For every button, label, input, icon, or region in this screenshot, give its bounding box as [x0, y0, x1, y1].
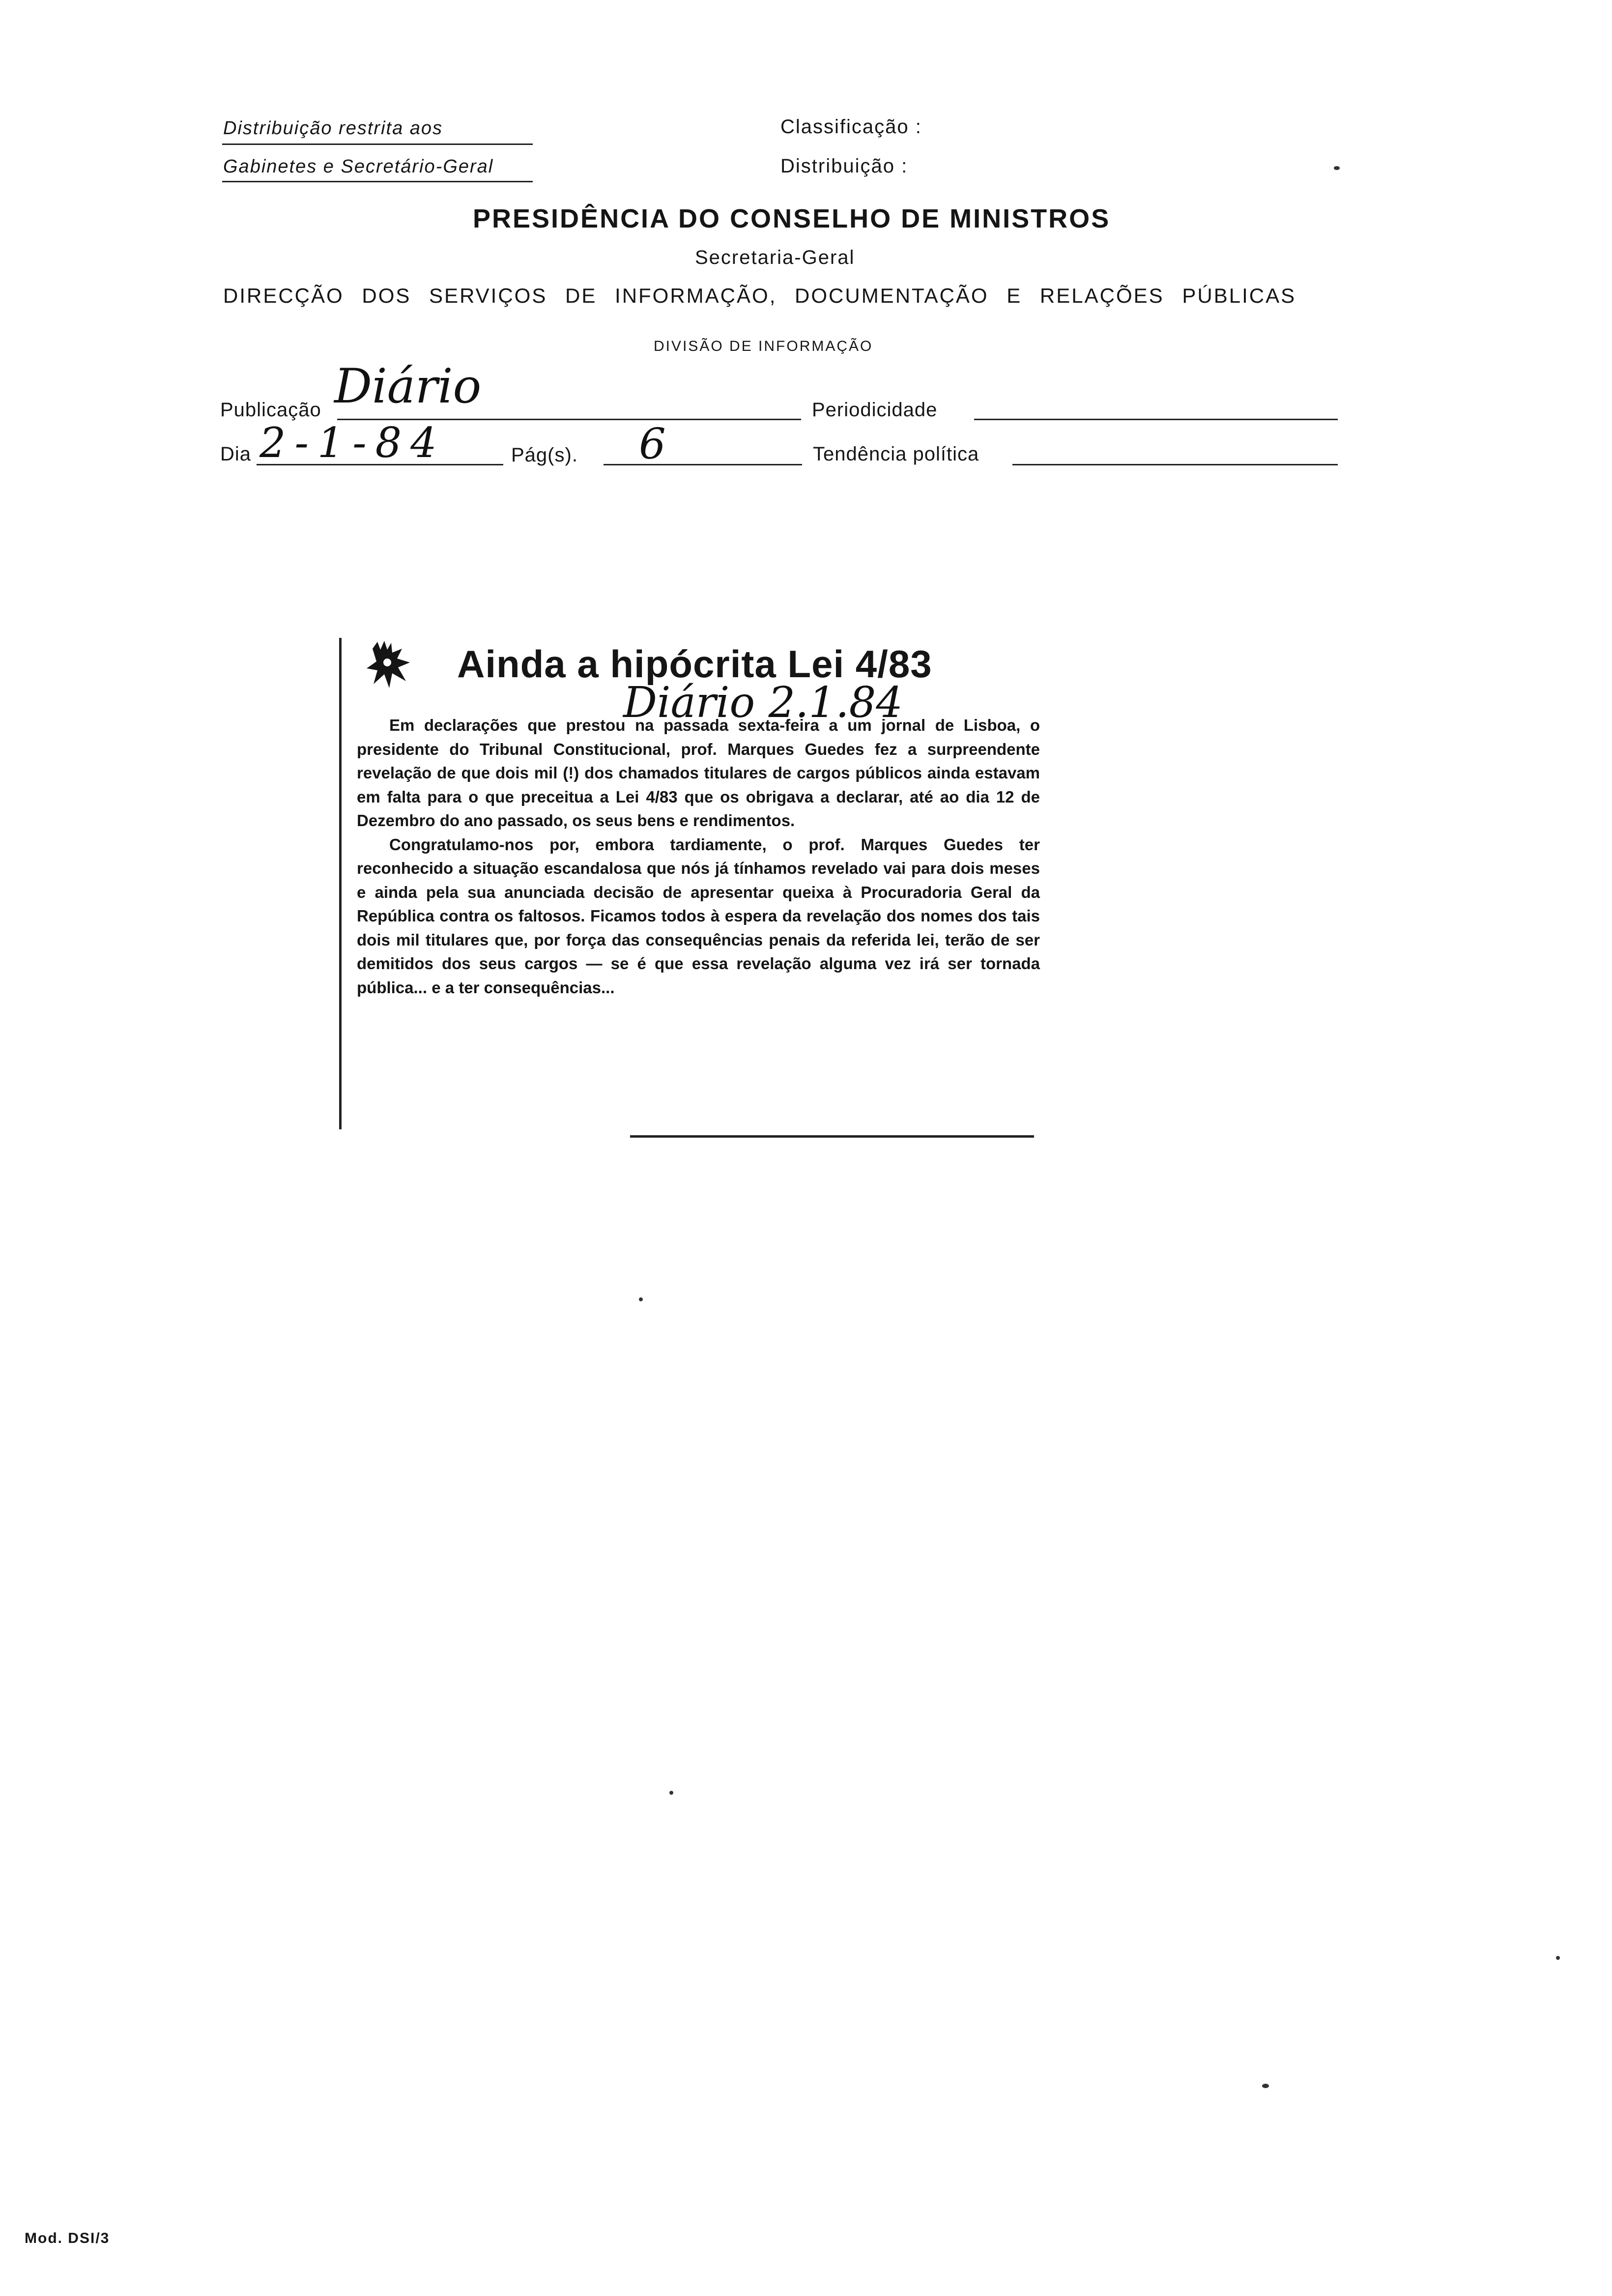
tendency-field-line [1012, 464, 1338, 465]
publication-label: Publicação [220, 399, 321, 421]
classification-label: Classificação : [780, 116, 922, 138]
clipping-paragraph-1: Em declarações que prestou na passada sexta-feira a um jornal de Lisboa, o presidente do Tribunal Constitucional, prof. Marques Guedes fez a surpreendente revelação de que dois mil (!) dos chamados titulares de cargos públicos ainda estavam em falta para o que preceitua a Lei 4/83 que os obrigava a declarar, até ao dia 12 de Dezembro do ano passado, os seus bens e rendimentos. [357, 716, 1040, 830]
distribution-label: Distribuição : [780, 155, 908, 177]
newspaper-emblem-icon [363, 639, 417, 693]
day-label: Dia [220, 443, 252, 465]
scan-speck [1334, 166, 1340, 170]
distribution-restricted-line2: Gabinetes e Secretário-Geral [223, 156, 494, 177]
scan-speck [1262, 2084, 1269, 2088]
secretariat-heading: Secretaria-Geral [695, 247, 855, 268]
clipping-body [357, 714, 1040, 1000]
scan-speck [1556, 1956, 1560, 1960]
distribution-divider [222, 144, 533, 145]
periodicity-label: Periodicidade [812, 399, 938, 421]
clipping-left-border [339, 638, 342, 1129]
division-heading: DIVISÃO DE INFORMAÇÃO [654, 338, 873, 354]
pages-field-line [604, 464, 802, 465]
directorate-heading: DIRECÇÃO DOS SERVIÇOS DE INFORMAÇÃO, DOCUMENTAÇÃO E RELAÇÕES PÚBLICAS [223, 284, 1296, 307]
periodicity-field-line [974, 419, 1338, 420]
pages-label: Pág(s). [511, 444, 578, 466]
clipping-title: Ainda a hipócrita Lei 4/83 [457, 642, 932, 686]
tendency-label: Tendência política [813, 443, 979, 465]
distribution-underline [222, 181, 533, 182]
clipping-end-rule [630, 1135, 1034, 1138]
pages-handwritten-value: 6 [639, 420, 666, 469]
distribution-restricted-line1: Distribuição restrita aos [223, 118, 443, 139]
clipping-handwritten-note: Diário 2.1.84 [623, 678, 903, 727]
day-handwritten-value: 2-1-84 [259, 419, 446, 467]
scan-speck [669, 1791, 673, 1795]
presidency-heading: PRESIDÊNCIA DO CONSELHO DE MINISTROS [473, 204, 1111, 233]
clipping-paragraph-2: Congratulamo-nos por, embora tardiamente, o prof. Marques Guedes ter reconhecido a situação escandalosa que nós já tínhamos revelado vai para dois meses e ainda pela sua anunciada decisão de apresentar queixa à Procuradoria Geral da República contra os faltosos. Ficamos todos à espera da revelação dos nomes dos tais dois mil titulares que, por força das consequências penais da referida lei, terão de ser demitidos dos seus cargos — se é que essa revelação alguma vez irá ser tornada pública... e a ter consequências... [357, 835, 1040, 997]
form-model-code: Mod. DSI/3 [25, 2230, 110, 2246]
scan-speck [639, 1297, 643, 1301]
publication-handwritten-value: Diário [334, 359, 482, 414]
